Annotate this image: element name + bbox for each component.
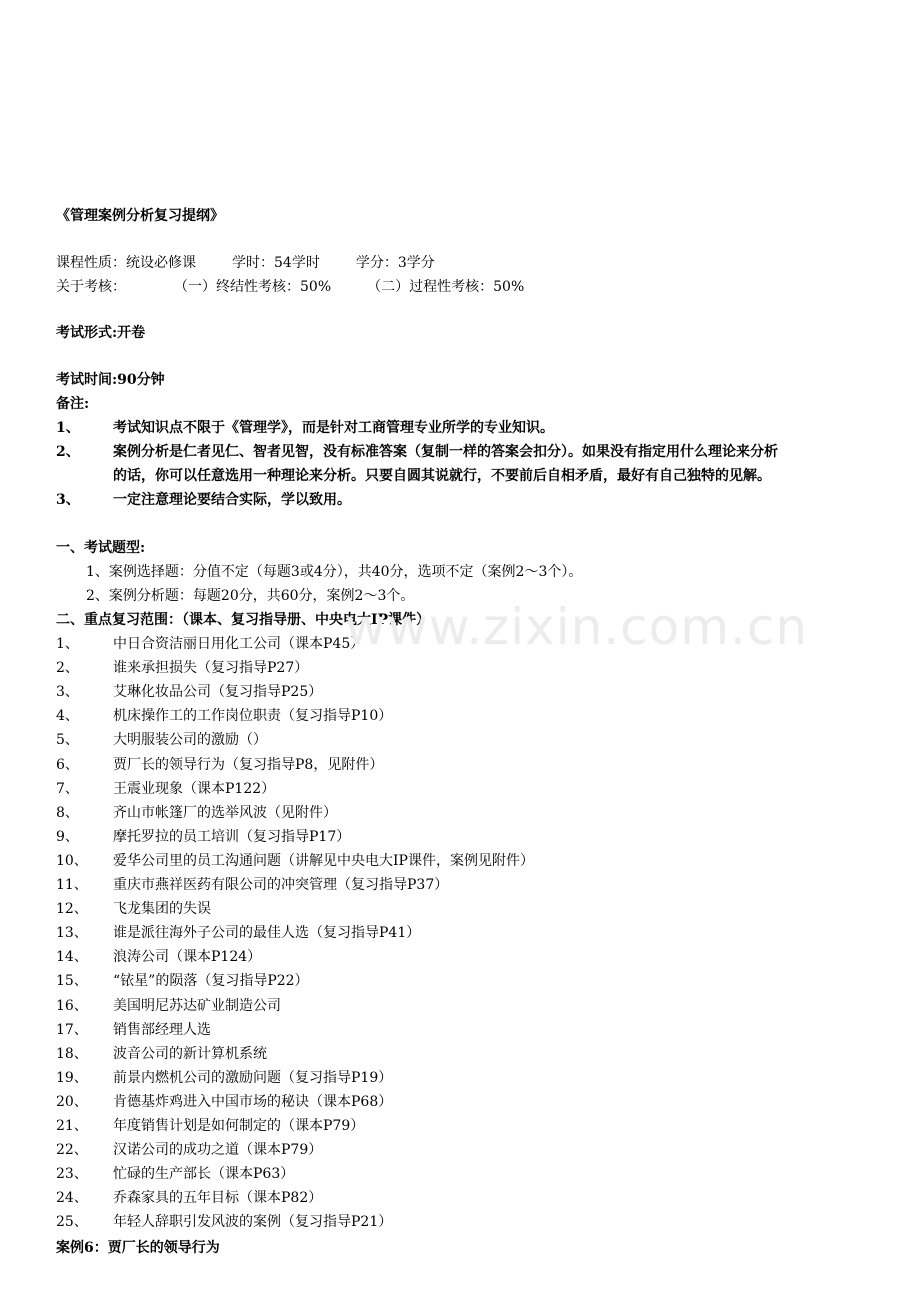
case-item-text: 王震业现象（课本P122） [113,781,276,797]
case-item-number: 23、 [56,1166,88,1182]
exam-type-item: 2、案例分析题：每题20分，共60分，案例2～3个。 [86,588,415,604]
case-item-text: 齐山市帐篷厂的选举风波（见附件） [113,805,337,821]
case-item-text: 谁是派往海外子公司的最佳人选（复习指导P41） [113,925,421,941]
case-item-text: 前景内燃机公司的激励问题（复习指导P19） [113,1070,393,1086]
course-hours: 学时：54学时 [232,255,320,271]
case-item-number: 16、 [56,998,88,1014]
case-item-number: 14、 [56,949,88,965]
case-item-text: 年度销售计划是如何制定的（课本P79） [113,1118,365,1134]
case-item-number: 5、 [56,732,79,748]
section-heading-review-scope: 二、重点复习范围：（课本、复习指导册、中央电大IP课件） [56,612,431,628]
case-heading: 案例6：贾厂长的领导行为 [56,1240,220,1256]
case-item-text: 汉诺公司的成功之道（课本P79） [113,1142,323,1158]
case-item-text: 贾厂长的领导行为（复习指导P8，见附件） [113,757,384,773]
assessment-process: （二）过程性考核：50% [367,279,525,295]
case-item-text: 机床操作工的工作岗位职责（复习指导P10） [113,708,393,724]
case-item-number: 20、 [56,1094,88,1110]
case-item-number: 21、 [56,1118,88,1134]
assessment-final: （一）终结性考核：50% [174,279,332,295]
course-credits: 学分：3学分 [355,255,435,271]
case-item-number: 19、 [56,1070,88,1086]
document-title: 《管理案例分析复习提纲》 [56,208,224,224]
case-item-number: 24、 [56,1190,88,1206]
case-item-number: 8、 [56,805,79,821]
exam-time: 考试时间:90分钟 [56,372,165,388]
case-item-number: 25、 [56,1214,88,1230]
exam-type-item: 1、案例选择题：分值不定（每题3或4分），共40分，选项不定（案例2～3个）。 [86,564,583,580]
note-number: 3、 [56,492,80,508]
case-item-number: 22、 [56,1142,88,1158]
assessment-line [56,277,524,297]
note-number: 1、 [56,420,80,436]
assessment-label: 关于考核： [56,279,126,295]
case-item-text: 肯德基炸鸡进入中国市场的秘诀（课本P68） [113,1094,393,1110]
note-text: 一定注意理论要结合实际，学以致用。 [113,492,351,508]
case-item-number: 2、 [56,660,79,676]
case-item-text: 销售部经理人选 [113,1022,211,1038]
case-item-number: 1、 [56,636,79,652]
case-item-text: 大明服装公司的激励（） [113,732,267,748]
case-item-number: 4、 [56,708,79,724]
case-item-text: 飞龙集团的失误 [113,901,211,917]
course-info-line [56,253,435,273]
case-item-text: 爱华公司里的员工沟通问题（讲解见中央电大IP课件，案例见附件） [113,853,534,869]
case-item-text: 摩托罗拉的员工培训（复习指导P17） [113,829,351,845]
case-item-number: 13、 [56,925,88,941]
case-item-text: 浪涛公司（课本P124） [113,949,262,965]
case-item-text: 艾琳化妆品公司（复习指导P25） [113,684,323,700]
case-item-number: 12、 [56,901,88,917]
case-item-number: 15、 [56,973,88,989]
case-item-number: 18、 [56,1046,88,1062]
exam-form: 考试形式:开卷 [56,325,146,341]
case-item-number: 10、 [56,853,88,869]
note-number: 2、 [56,444,80,460]
watermark: www.zixin.com.cn [345,598,809,656]
case-item-text: “铱星”的陨落（复习指导P22） [113,973,309,989]
case-item-text: 乔森家具的五年目标（课本P82） [113,1190,323,1206]
case-item-text: 忙碌的生产部长（课本P63） [113,1166,295,1182]
case-item-number: 3、 [56,684,79,700]
note-text: 考试知识点不限于《管理学》，而是针对工商管理专业所学的专业知识。 [113,420,554,436]
notes-label: 备注: [56,396,90,412]
case-item-number: 11、 [56,877,88,893]
case-item-number: 7、 [56,781,79,797]
case-item-number: 9、 [56,829,79,845]
case-item-number: 6、 [56,757,79,773]
case-item-text: 中日合资洁丽日用化工公司（课本P45） [113,636,365,652]
case-item-text: 重庆市燕祥医药有限公司的冲突管理（复习指导P37） [113,877,449,893]
note-text: 案例分析是仁者见仁、智者见智，没有标准答案（复制一样的答案会扣分）。如果没有指定用什么理论来分析 [113,444,778,460]
note-text-continued: 的话，你可以任意选用一种理论来分析。只要自圆其说就行，不要前后自相矛盾，最好有自己独特的见解。 [113,468,771,484]
course-nature: 课程性质：统设必修课 [56,255,196,271]
case-item-text: 美国明尼苏达矿业制造公司 [113,998,281,1014]
case-item-text: 波音公司的新计算机系统 [113,1046,267,1062]
case-item-text: 谁来承担损失（复习指导P27） [113,660,309,676]
case-item-text: 年轻人辞职引发风波的案例（复习指导P21） [113,1214,393,1230]
case-item-number: 17、 [56,1022,88,1038]
section-heading-exam-types: 一、考试题型: [56,540,146,556]
